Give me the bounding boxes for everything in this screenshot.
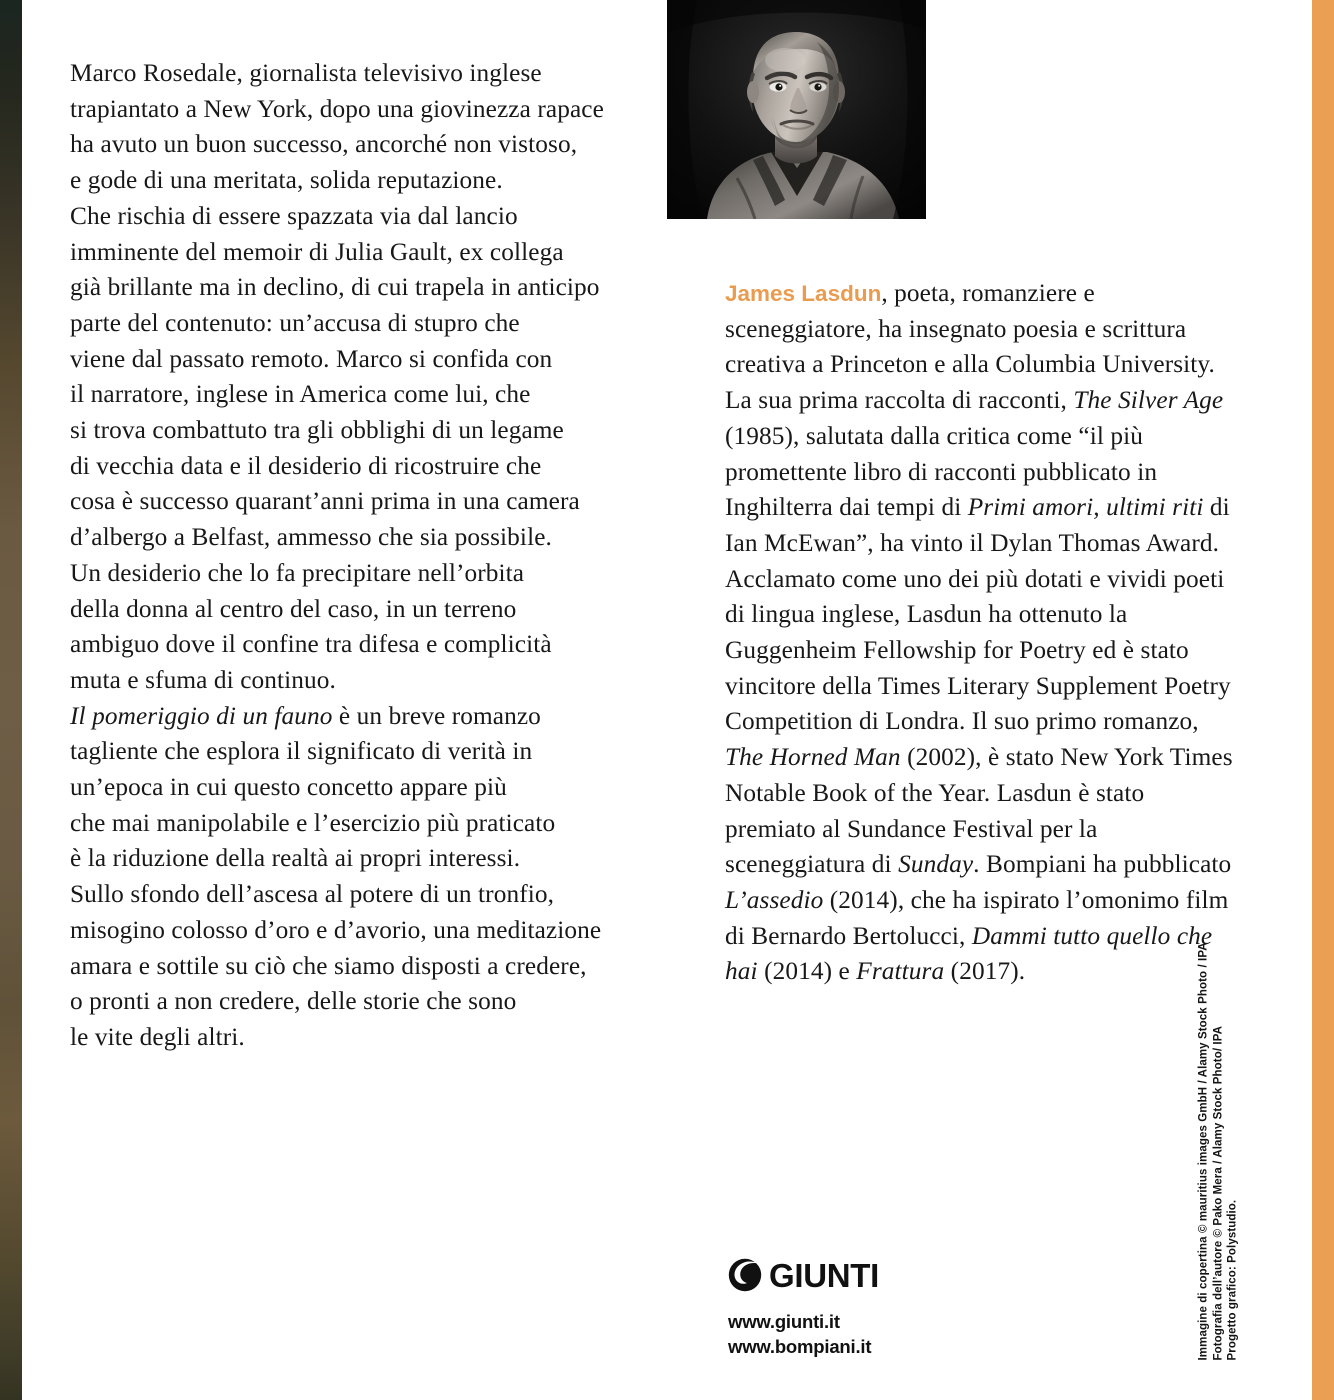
image-credits xyxy=(1197,941,1280,1360)
bio-title-italic: Sunday xyxy=(898,850,974,879)
credit-graphic-design: Progetto grafico: Polystudio. xyxy=(1226,1199,1239,1360)
bio-text-run: di Ian McEwan”, ha vinto il Dylan Thomas Award. Acclamato come uno dei più dotati e vividi poeti di lingua inglese, Lasdun ha ottenuto la Guggenheim Fellowship for Poetry ed è stato vincitore della Times Literary Supplement Poetry Competition di Londra. Il suo primo romanzo, xyxy=(725,493,1231,736)
book-title-italic: Il pomeriggio di un fauno xyxy=(70,701,333,730)
website-bompiani[interactable]: www.bompiani.it xyxy=(728,1336,872,1357)
bio-text-run: e sceneggiatore, ha insegnato poesia e scrittura creativa a Princeton e alla Columbia University. La sua prima raccolta di racconti, xyxy=(725,279,1215,415)
bio-title-italic: The Horned Man xyxy=(725,743,901,772)
credit-cover-image: Immagine di copertina © mauritius images GmbH / Alamy Stock Photo / IPA xyxy=(1197,941,1210,1360)
author-portrait-photo xyxy=(667,0,926,219)
bio-paragraph xyxy=(725,276,1235,990)
blurb-body-lines: Marco Rosedale, giornalista televisivo inglese trapiantato a New York, dopo una giovinezza rapace ha avuto un buon successo, ancorché non vistoso, e gode di una meritata, solida reputazione. Che rischia di essere spazzata via dal lancio imminente del memoir di Julia Gault, ex collega già brillante ma in declino, di cui trapela in anticipo parte del contenuto: un’accusa di stupro che viene dal passato remoto. Marco si confida con il narratore, inglese in America come lui, che si trova combattuto tra gli obblighi di un legame di vecchia data e il desiderio di ricostruire che cosa è successo quarant’anni prima in una camera d’albergo a Belfast, ammesso che sia possibile. Un desiderio che lo fa precipitare nell’orbita della donna al centro del caso, in un terreno ambiguo dove il confine tra difesa e complicità muta e sfuma di continuo. xyxy=(70,59,604,694)
bio-text-run: (1985), salutata dalla critica come “il più promettente libro di racconti pubblicato in Inghilterra dai tempi di xyxy=(725,421,1158,522)
bio-title-italic: Frattura xyxy=(856,957,945,986)
cover-edge-accent-strip xyxy=(1312,0,1334,1400)
image-credits-rotated-text xyxy=(1197,942,1241,1360)
giunti-circle-logo-icon xyxy=(728,1258,762,1292)
publisher-block xyxy=(728,1255,1028,1359)
bio-title-italic: The Silver Age xyxy=(1073,386,1224,415)
book-blurb-text xyxy=(70,56,615,1056)
credit-author-photo: Fotografia dell’autore © Pako Mera / Alamy Stock Photo/ IPA xyxy=(1212,1025,1224,1360)
bio-text-run: . Bompiani ha pubblicato xyxy=(973,850,1232,879)
author-bio-text xyxy=(725,276,1235,990)
bio-body xyxy=(725,279,1233,985)
publisher-logo xyxy=(728,1255,1028,1295)
bio-text-run: (2014) e xyxy=(757,957,857,986)
blurb-tail-lines: è un breve romanzo tagliente che esplora il significato di verità in un’epoca in cui questo concetto appare più che mai manipolabile e l’esercizio più praticato è la riduzione della realtà ai propri interessi. Sullo sfondo dell’ascesa al potere di un tronfio, misogino colosso d’oro e d’avorio, una meditazione amara e sottile su ciò che siamo disposti a credere, o pronti a non credere, delle storie che sono le vite degli altri. xyxy=(70,701,602,1051)
bio-text-run: (2017). xyxy=(944,957,1026,986)
spine-edge-gradient xyxy=(0,0,22,1400)
blurb-paragraph xyxy=(70,56,615,1056)
bio-text-run: , poeta, romanziere xyxy=(881,279,1078,307)
website-giunti[interactable]: www.giunti.it xyxy=(728,1311,840,1332)
publisher-websites xyxy=(728,1309,1028,1359)
author-name: James Lasdun xyxy=(725,281,882,306)
bio-title-italic: L’assedio xyxy=(725,885,824,914)
bio-title-italic: Dammi tutto quello che hai xyxy=(725,921,1213,986)
bio-title-italic: Primi amori, ultimi riti xyxy=(967,493,1204,522)
bio-text-run: (2002), è stato New York Times Notable Book of the Year. Lasdun è stato premiato al Sundance Festival per la sceneggiatura di xyxy=(725,743,1233,879)
publisher-wordmark: GIUNTI xyxy=(769,1256,880,1294)
bio-text-run: (2014), che ha ispirato l’omonimo film di Bernardo Bertolucci, xyxy=(725,885,1229,950)
